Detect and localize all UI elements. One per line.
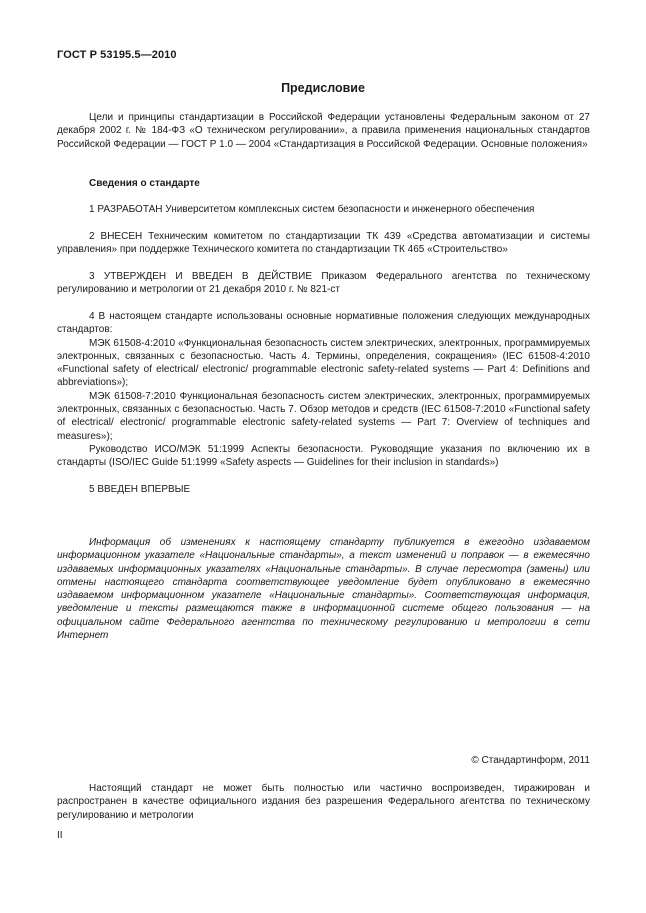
item-4: 4 В настоящем стандарте использованы основные нормативные положения следующих международных стандартов: МЭК 61508-4:2010 «Функциональная безопасность систем электрических, электронных, программируемых электронных, связанных с безопасностью. Часть 4. Термины, определения, сокращения» (IEC 61508-4:2010 «Functional safety of electrical/ electronic/ programmable electronic safety-related systems — Part 4: Definitions and abbreviations»); МЭК 61508-7:2010 Функциональная безопасность систем электрических, электронных, программируемых электронных, связанных с безопасностью. Часть 7. Обзор методов и средств (IEC 61508-7:2010 «Functional safety of electrical/ electronic/ programmable electronic safety-related systems — Part 7: Overview of techniques and measures»); Руководство ИСО/МЭК 51:1999 Аспекты безопасности. Руководящие указания по включению их в стандарты (ISO/IEC Guide 51:1999 «Safety aspects — Guidelines for their inclusion in standards») xyxy=(57,311,590,469)
standard-info-section xyxy=(57,177,590,190)
page-number: II xyxy=(57,830,63,841)
copyright: © Стандартинформ, 2011 xyxy=(471,755,590,766)
section-subheading: Сведения о стандарте xyxy=(89,178,200,189)
item-4-part-1: МЭК 61508-4:2010 «Функциональная безопасность систем электрических, электронных, программируемых электронных, связанных с безопасностью. Часть 4. Термины, определения, сокращения» (IEC 61508-4:2010 «Functional safety of electrical/ electronic/ programmable electronic safety-related systems — Part 4: Definitions and abbreviations»); xyxy=(57,337,590,389)
standard-code: ГОСТ Р 53195.5—2010 xyxy=(57,49,177,61)
page-title: Предисловие xyxy=(281,81,365,95)
intro-paragraph: Цели и принципы стандартизации в Российской Федерации установлены Федеральным законом от 27 декабря 2002 г. № 184-ФЗ «О техническом регулировании», а правила применения национальных стандартов Российской Федерации — ГОСТ Р 1.0 — 2004 «Стандартизация в Российской Федерации. Основные положения» xyxy=(57,112,590,150)
item-3: 3 УТВЕРЖДЕН И ВВЕДЕН В ДЕЙСТВИЕ Приказом Федерального агентства по техническому регулированию и метрологии от 21 декабря 2010 г. № 821-ст xyxy=(57,271,590,296)
item-2: 2 ВНЕСЕН Техническим комитетом по стандартизации ТК 439 «Средства автоматизации и системы управления» при поддержке Технического комитета по стандартизации ТК 465 «Строительство» xyxy=(57,231,590,256)
reproduction-notice: Настоящий стандарт не может быть полностью или частично воспроизведен, тиражирован и распространен в качестве официального издания без разрешения Федерального агентства по техническому регулированию и метрологии xyxy=(57,783,590,821)
item-4-part-2: МЭК 61508-7:2010 Функциональная безопасность систем электрических, электронных, программируемых электронных, связанных с безопасностью. Часть 7. Обзор методов и средств (IEC 61508-7:2010 «Functional safety of electrical/ electronic/ programmable electronic safety-related systems — Part 7: Overview of techniques and measures»); xyxy=(57,390,590,442)
item-1: 1 РАЗРАБОТАН Университетом комплексных систем безопасности и инженерного обеспечения xyxy=(89,204,535,215)
info-notice: Информация об изменениях к настоящему стандарту публикуется в ежегодно издаваемом информационном указателе «Национальные стандарты», а текст изменений и поправок — в ежемесячно издаваемых информационных указателях «Национальные стандарты». В случае пересмотра (замены) или отмены настоящего стандарта соответствующее уведомление будет опубликовано в ежемесячно издаваемом информационном указателе «Национальные стандарты». Соответствующая информация, уведомление и тексты размещаются также в информационной системе общего пользования — на официальном сайте Федерального агентства по техническому регулированию и метрологии в сети Интернет xyxy=(57,537,590,642)
item-4-part-3: Руководство ИСО/МЭК 51:1999 Аспекты безопасности. Руководящие указания по включению их в стандарты (ISO/IEC Guide 51:1999 «Safety aspects — Guidelines for their inclusion in standards») xyxy=(57,443,590,469)
item-5: 5 ВВЕДЕН ВПЕРВЫЕ xyxy=(89,484,191,495)
